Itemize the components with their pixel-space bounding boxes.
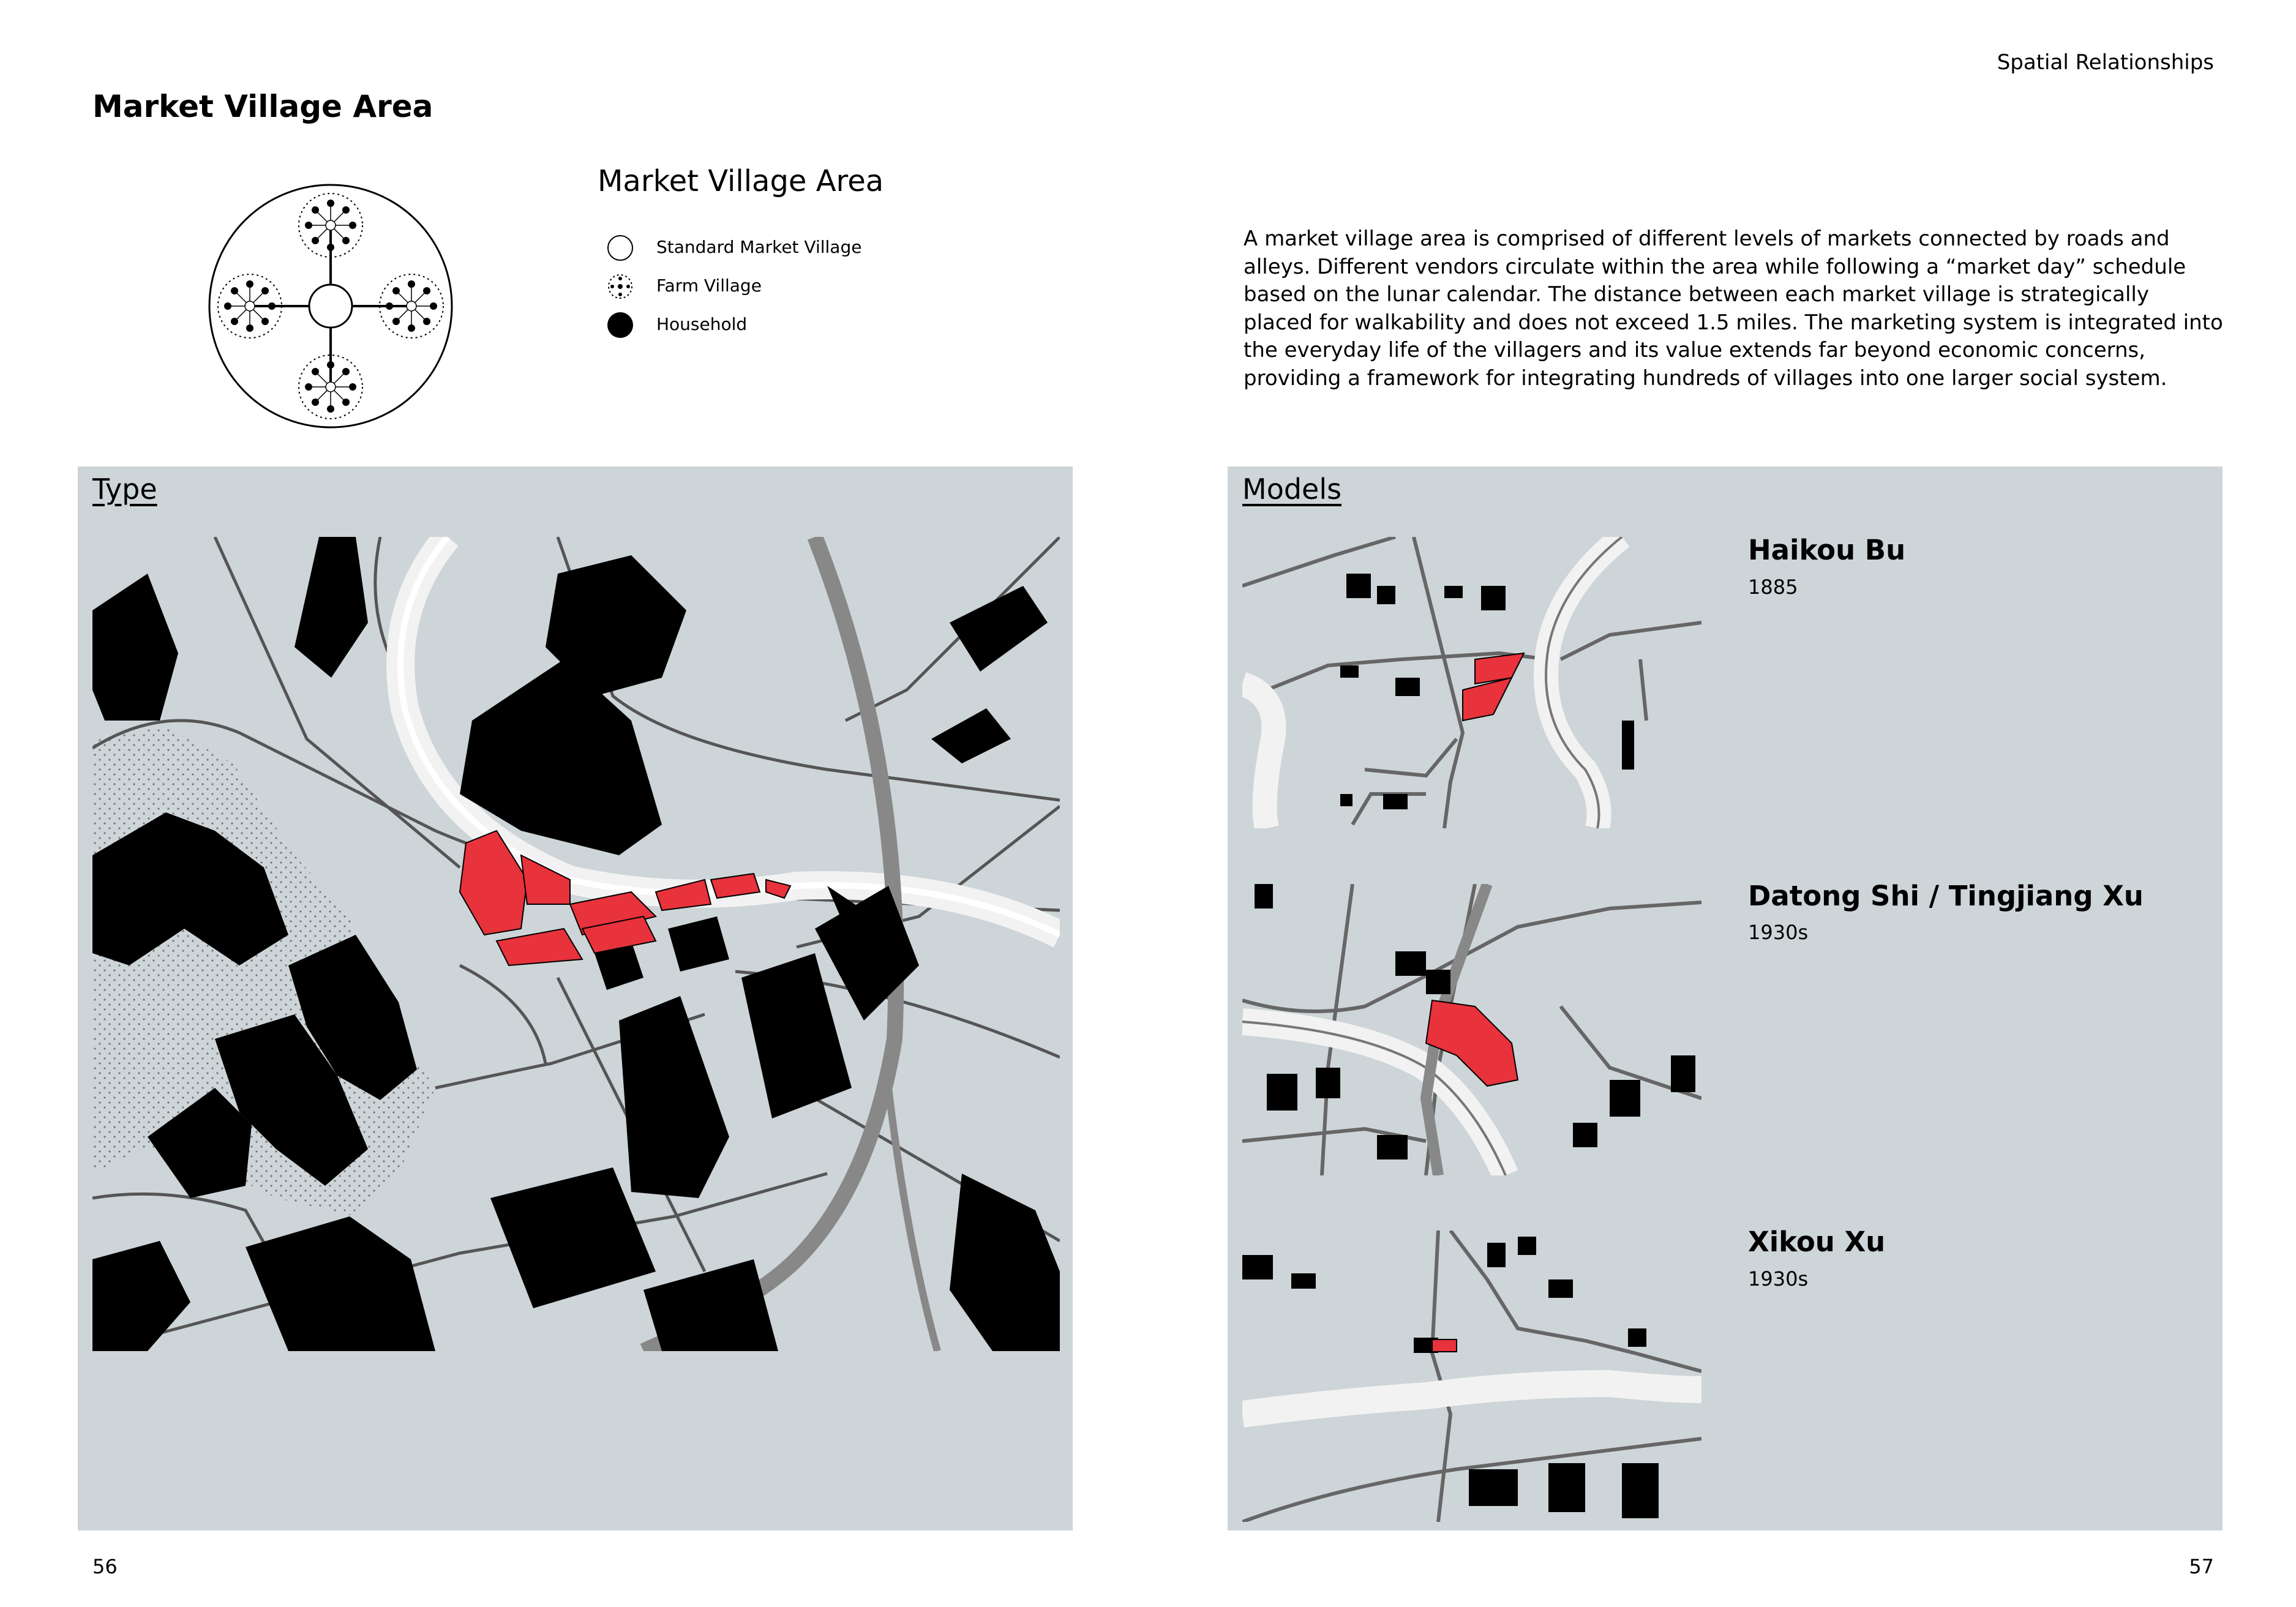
type-panel-label: Type xyxy=(92,473,157,506)
model-title-3: Xikou Xu xyxy=(1748,1226,1886,1258)
legend-item-farm-village: Farm Village xyxy=(656,275,762,296)
filled-circle-icon xyxy=(606,311,634,339)
model-title-1: Haikou Bu xyxy=(1748,534,1906,566)
page-title: Market Village Area xyxy=(92,89,433,124)
dotted-circle-icon xyxy=(606,272,634,301)
model-title-2: Datong Shi / Tingjiang Xu xyxy=(1748,880,2144,912)
page-number-left: 56 xyxy=(92,1555,118,1578)
model-map-datong-shi xyxy=(1242,884,1701,1175)
model-year-3: 1930s xyxy=(1748,1267,1809,1290)
legend-title: Market Village Area xyxy=(598,164,884,198)
type-panel xyxy=(78,466,1073,1530)
model-year-1: 1885 xyxy=(1748,575,1798,599)
models-panel xyxy=(1228,466,2223,1530)
page-number-right: 57 xyxy=(2189,1555,2214,1578)
open-circle-icon xyxy=(606,234,634,262)
market-village-diagram xyxy=(205,181,456,432)
legend-item-standard-market-village: Standard Market Village xyxy=(656,237,862,257)
description-text: A market village area is comprised of different levels of markets connected by roads and alleys. Different vendors circulate within the area while following a “market day” schedule based on the lunar calendar. The distance between each market village is strategically placed for walkability and does not exceed 1.5 miles. The marketing system is integrated into the everyday life of the villagers and its value extends far beyond economic concerns, providing a framework for integrating hundreds of villages into one larger social system. xyxy=(1244,227,2223,391)
models-panel-label: Models xyxy=(1242,473,1342,506)
model-map-xikou-xu xyxy=(1242,1231,1701,1522)
running-header: Spatial Relationships xyxy=(1997,50,2214,75)
type-map xyxy=(92,537,1060,1351)
model-map-haikou-bu xyxy=(1242,537,1701,828)
model-year-2: 1930s xyxy=(1748,921,1809,944)
legend-item-household: Household xyxy=(656,314,748,334)
